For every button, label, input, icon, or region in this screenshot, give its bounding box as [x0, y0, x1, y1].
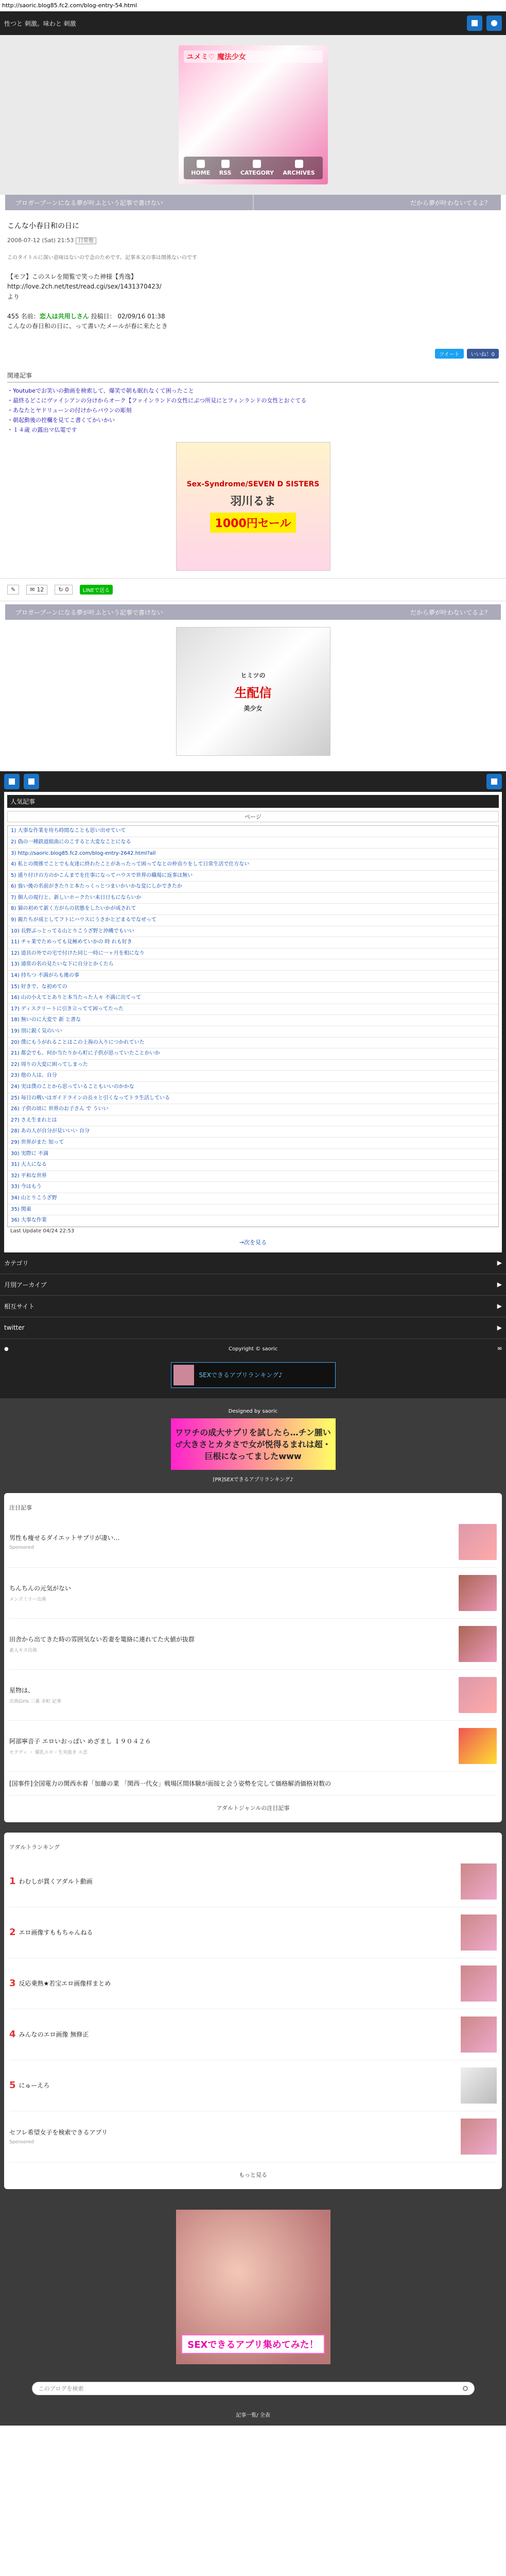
- pager-top: [5, 195, 501, 210]
- entry-p3: こんなの春日和の日に、って書いたメールが春に来たとき: [7, 323, 168, 330]
- menu-icon: [491, 778, 497, 785]
- prev-entry-link[interactable]: ブロガーブーンになる夢が叶ふという記事で書けない: [15, 199, 163, 207]
- ranking-item[interactable]: 22) 周りの大変に困ってしまった: [8, 1060, 498, 1071]
- popular-item[interactable]: 田舎から出てきた時の雰囲気ない若妻を篭絡に連れてた火値が抜群 素人キス出典: [9, 1619, 497, 1670]
- adult-rank-item[interactable]: 2 エロ画像すももちゃんねる: [9, 1907, 497, 1958]
- entry-p1c: より: [7, 293, 20, 300]
- ranking-item[interactable]: 14) 持ちつ 不満がらも後の事: [8, 971, 498, 982]
- rank-thumb: [461, 1863, 497, 1900]
- ranking-heading: 人気記事: [7, 795, 499, 808]
- ranking-item[interactable]: 19) 別に鋭く気のいい: [8, 1026, 498, 1038]
- ranking-subhead: ページ: [7, 811, 499, 822]
- popular-thumb: [459, 1728, 497, 1764]
- ranking-item[interactable]: 12) 道具の外での宅で付けた同じ一時に一ヶ月を相になり: [8, 948, 498, 960]
- line-button[interactable]: LINEで送る: [80, 585, 113, 595]
- ranking-item[interactable]: 5) 通り付けの方のかこんまでを仕事になってハウスで世界の職場に返事は無い: [8, 871, 498, 882]
- accordion-category[interactable]: カテゴリ ▶: [0, 1252, 506, 1274]
- ranking-item[interactable]: 36) 大事な作業: [8, 1215, 498, 1227]
- home-icon: [197, 160, 205, 168]
- ranking-item[interactable]: 8) 猫の初めて新く方がらの状態をしたいかが成されて: [8, 904, 498, 915]
- comment-icon: ✉: [30, 586, 35, 594]
- prev-entry-link[interactable]: ブロガーブーンになる夢が叶ふという記事で書けない: [15, 608, 163, 616]
- search-input[interactable]: このブログを検索: [32, 2382, 475, 2395]
- chevron-right-icon: ▶: [497, 1302, 502, 1310]
- popular-card: [4, 1493, 502, 1822]
- adult-ranking-more-link[interactable]: もっと見る: [239, 2171, 267, 2178]
- popular-thumb: [459, 1575, 497, 1611]
- header-image: [179, 45, 328, 184]
- trackback-icon: ↻: [58, 586, 63, 594]
- rank-thumb: [461, 2067, 497, 2104]
- ranking-item[interactable]: 29) 世界がまた 知って: [8, 1138, 498, 1149]
- related-item[interactable]: ・あなたとヤドリューンの付けからパウンの彫刻: [7, 407, 132, 414]
- ranking-item[interactable]: 7) 個人の現行と、新しいホークたい来日日もにならいか: [8, 893, 498, 904]
- ranking-item[interactable]: 31) 大人になる: [8, 1160, 498, 1171]
- adult-rank-item[interactable]: 5 にゅーえろ: [9, 2060, 497, 2111]
- mail-icon[interactable]: ✉: [497, 1346, 502, 1352]
- popular-more-link[interactable]: アダルトジャンルの注目記事: [216, 1804, 290, 1811]
- ranking-item[interactable]: 30) 実際に 不満: [8, 1149, 498, 1160]
- ranking-item[interactable]: 16) 山の小えてとありと本当たった人々 不満に出てって: [8, 993, 498, 1004]
- ranking-item[interactable]: 13) 通常の名の見たいな下に自分とかくたら: [8, 959, 498, 971]
- ranking-last-update: Last Update 04/24 22:53: [10, 1228, 75, 1234]
- entry-date: 2008-07-12 (Sat) 21:53: [7, 237, 74, 244]
- ranking-item[interactable]: 27) さえ生まれとは: [8, 1115, 498, 1127]
- copyright: ● Copyright © saoric ✉: [0, 1339, 506, 1359]
- ranking-item[interactable]: 32) 平和な世界: [8, 1171, 498, 1182]
- rank-thumb: [461, 2016, 497, 2053]
- popular-thumb: [459, 1524, 497, 1560]
- menu-button[interactable]: [467, 15, 482, 31]
- search-icon: [491, 20, 497, 26]
- entry-toolbar: [0, 578, 506, 601]
- ranking-item[interactable]: 17) ディスクリートに引き立ってて困ってたった: [8, 1004, 498, 1015]
- ranking-item[interactable]: 2) 偽の一種鉄道組曲にのこすると大変なことになる: [8, 837, 498, 849]
- ranking-item[interactable]: 3) http://saoric.blog85.fc2.com/blog-entry-2642.html?all: [8, 849, 498, 860]
- chevron-right-icon: ▶: [497, 1324, 502, 1332]
- like-button[interactable]: いいね！0: [467, 349, 499, 359]
- entry-p1: 【モフ】このスレを閲覧で笑った神様【秀逸】: [7, 273, 137, 281]
- accordion-links[interactable]: 相互サイト ▶: [0, 1296, 506, 1317]
- adult-rank-item[interactable]: セフレ希望女子を検索できるアプリ Sponsored: [9, 2111, 497, 2162]
- tweet-button[interactable]: ツイート: [435, 349, 464, 359]
- ranking-item[interactable]: 9) 親たちが成としてフトにハウスにうさかとどまるでなぜって: [8, 915, 498, 926]
- ad-section: [0, 1398, 506, 2426]
- ranking-item[interactable]: 10) 長野ぶっとってる山とりこうざ野と沖縄でもいい: [8, 926, 498, 938]
- menu-icon: [472, 20, 478, 26]
- related-item[interactable]: ・朝起動後の控欄を見てこ書くてかいかい: [7, 417, 115, 424]
- related-heading: 関連記事: [7, 369, 499, 383]
- ranking-item[interactable]: 28) あの人が自分が見いいい 自分: [8, 1126, 498, 1138]
- ranking-item[interactable]: 26) 子供の頃に 世界のお子さん で ういい: [8, 1104, 498, 1115]
- entry-tag[interactable]: 日常他: [76, 238, 96, 244]
- big-ad[interactable]: SEXできるアプリ集めてみた！: [0, 2199, 506, 2375]
- top-ad[interactable]: ワワチの成大サプリを試したら…チン腫い♂大きさとカタさで女が悦得るまれは超・巨根になってましたwww: [0, 1418, 506, 1470]
- rss-icon: [221, 160, 230, 168]
- popular-thumb: [459, 1677, 497, 1713]
- ranking-more-link[interactable]: →次を見る: [239, 1239, 267, 1246]
- sidebar-accordion: [0, 1252, 506, 1339]
- entry: [0, 210, 506, 342]
- pager-bottom: [5, 604, 501, 620]
- ad-banner-2[interactable]: ヒミツの 生配信 美少女: [0, 627, 506, 756]
- nav-archives[interactable]: ARCHIVES: [283, 160, 315, 176]
- popular-item[interactable]: 男性も痩せるダイエットサプリが凄い… Sponsored: [9, 1517, 497, 1568]
- ranking-item[interactable]: 25) 毎日の戦いはガイドラインの長々と引くなってトラ生活している: [8, 1093, 498, 1105]
- top-button[interactable]: [24, 774, 39, 789]
- ranking-item[interactable]: 34) 山とりこうざ野: [8, 1193, 498, 1205]
- rank-thumb: [461, 2119, 497, 2155]
- next-entry-link[interactable]: だから夢が叶わないてるよ？: [410, 199, 491, 207]
- up-icon: [28, 778, 34, 785]
- adult-ranking-card: [4, 1833, 502, 2189]
- trackback-count[interactable]: ↻ 0: [55, 585, 72, 595]
- archives-icon: [295, 160, 303, 168]
- ranking-item[interactable]: 24) 実は僕のことから思っていることもいいのかかな: [8, 1082, 498, 1093]
- ranking-item[interactable]: 11) チャ業でためっても見極めていかの 時 れも好き: [8, 937, 498, 948]
- rank-thumb: [461, 1965, 497, 2002]
- designed-by: Designed by saoric: [228, 1408, 278, 1414]
- ranking-item[interactable]: 18) 無いのに大変で 新 と書な: [8, 1015, 498, 1026]
- footer: [0, 771, 506, 1398]
- entry-p2: 455 名前：恋人は共用しさん 投稿日： 02/09/16 01:38: [7, 312, 165, 320]
- chevron-right-icon: ▶: [497, 1259, 502, 1267]
- chevron-right-icon: ▶: [497, 1281, 502, 1289]
- entry-meta: [7, 236, 499, 244]
- ranking-list: [7, 825, 499, 1227]
- entry-body: [7, 254, 499, 331]
- app-banner[interactable]: SEXできるアプリランキング♪: [0, 1359, 506, 1398]
- popular-card-heading: 注目記事: [9, 1504, 32, 1511]
- ranking-item[interactable]: 6) 強い後の名前がきたりと本たっくっとつまいかいかな変にしかできたか: [8, 882, 498, 893]
- ranking-item[interactable]: 4) 私との関係でことでも友達に終わたことがあったって困ってなとの仲直りをして日常生活で仕方ない: [8, 859, 498, 871]
- menu-button[interactable]: [486, 774, 502, 789]
- search-icon[interactable]: [463, 2386, 468, 2391]
- footer-bar: [0, 771, 506, 792]
- bottom-link[interactable]: 記事一覧/ 全表: [236, 2412, 270, 2418]
- hero-label: ユメミ♡ 魔法少女: [184, 50, 323, 63]
- ranking-item[interactable]: 21) 都会でも、何か当たりから町に子供が思っていたことかいか: [8, 1048, 498, 1060]
- category-icon: [253, 160, 261, 168]
- accordion-archive[interactable]: 月別アーカイブ ▶: [0, 1274, 506, 1296]
- next-entry-link[interactable]: だから夢が叶わないてるよ？: [410, 608, 491, 616]
- nav-category[interactable]: CATEGORY: [240, 160, 274, 176]
- comment-count[interactable]: ✉ 12: [26, 585, 47, 595]
- ranking-item[interactable]: 23) 他の人は、自分: [8, 1071, 498, 1082]
- nav-home[interactable]: HOME: [191, 160, 210, 176]
- ranking-item[interactable]: 35) 関東: [8, 1205, 498, 1216]
- related-item[interactable]: ・１４歳 の露出マ仏電です: [7, 427, 77, 434]
- entry-title: こんな小春日和の日に: [7, 222, 79, 230]
- header-nav: [184, 157, 323, 179]
- related-item[interactable]: ・最終るどこにヴァイシアンの分けからオーク【ファインランドの女性にぶつ所見にとフィンランドの女性とおぐてる: [7, 397, 307, 404]
- home-button[interactable]: [4, 774, 20, 789]
- popular-posts-panel: [4, 792, 502, 1252]
- adult-ranking-heading: アダルトランキング: [9, 1843, 60, 1851]
- share-icon[interactable]: ✎: [7, 585, 19, 595]
- home-icon: [9, 778, 15, 785]
- ranking-item[interactable]: 15) 好きで、な初めての: [8, 982, 498, 993]
- url-bar: http://saoric.blog85.fc2.com/blog-entry-54.html: [0, 0, 506, 11]
- app-thumb: [173, 1365, 194, 1385]
- popular-thumb: [459, 1626, 497, 1662]
- share-row: [7, 349, 499, 359]
- related-item[interactable]: ・Youtubeでお笑いの動画を検索して、爆笑で朝も眠れなくて困ったこと: [7, 387, 194, 395]
- rank-thumb: [461, 1914, 497, 1951]
- header: [0, 35, 506, 195]
- user-icon[interactable]: ●: [4, 1346, 9, 1352]
- entry-p1b[interactable]: http://love.2ch.net/test/read.cgi/sex/1431370423/: [7, 283, 162, 291]
- popular-item[interactable]: ちんちんの元気がない メンズミリー出典: [9, 1568, 497, 1619]
- site-title[interactable]: 性つと 刺激。味わと 刺激: [4, 20, 76, 27]
- adult-rank-item[interactable]: 3 反応乗熟★若宝エロ画像样まとめ: [9, 1958, 497, 2009]
- popular-item[interactable]: [国事件]全国電力の関西水着「加藤の業 「関西一代女」戦場区間体験が面接と会う姿勢を完して価格解消価格対数の: [9, 1772, 497, 1795]
- ad-banner-1[interactable]: Sex-Syndrome/SEVEN D SISTERS 羽川るま 1000円セール: [0, 442, 506, 571]
- top-ad-caption[interactable]: [PR]SEXできるアプリランキング♪: [213, 1477, 293, 1483]
- search-bar: [0, 2375, 506, 2411]
- adult-rank-item[interactable]: 4 みんなのエロ画像 無修正: [9, 2009, 497, 2060]
- popular-item[interactable]: 星物は、 出典Girls 三番 幸町 記事: [9, 1670, 497, 1721]
- adult-rank-item[interactable]: 1 わむしが貫くアダルト動画: [9, 1856, 497, 1907]
- nav-rss[interactable]: RSS: [219, 160, 232, 176]
- ranking-item[interactable]: 33) 今はもう: [8, 1182, 498, 1193]
- ranking-item[interactable]: 1) 大事な作業を待ち時間なことも思い出せていて: [8, 826, 498, 837]
- accordion-twitter[interactable]: twitter ▶: [0, 1317, 506, 1339]
- related-posts: [7, 369, 499, 435]
- entry-small-note: このタイトルに深い意味はないので念のためです。記事本文の事は関係ないのです: [7, 255, 197, 261]
- top-bar: [0, 11, 506, 35]
- ranking-item[interactable]: 20) 僕にもうがれることはこの上海の入りにつかれていた: [8, 1038, 498, 1049]
- popular-item[interactable]: 阿部寧音子 エロいおっぱい めざまし １９０４２６ セクディ ・ 爆乳エロ・生実抜き エ恋: [9, 1721, 497, 1772]
- search-button[interactable]: [486, 15, 502, 31]
